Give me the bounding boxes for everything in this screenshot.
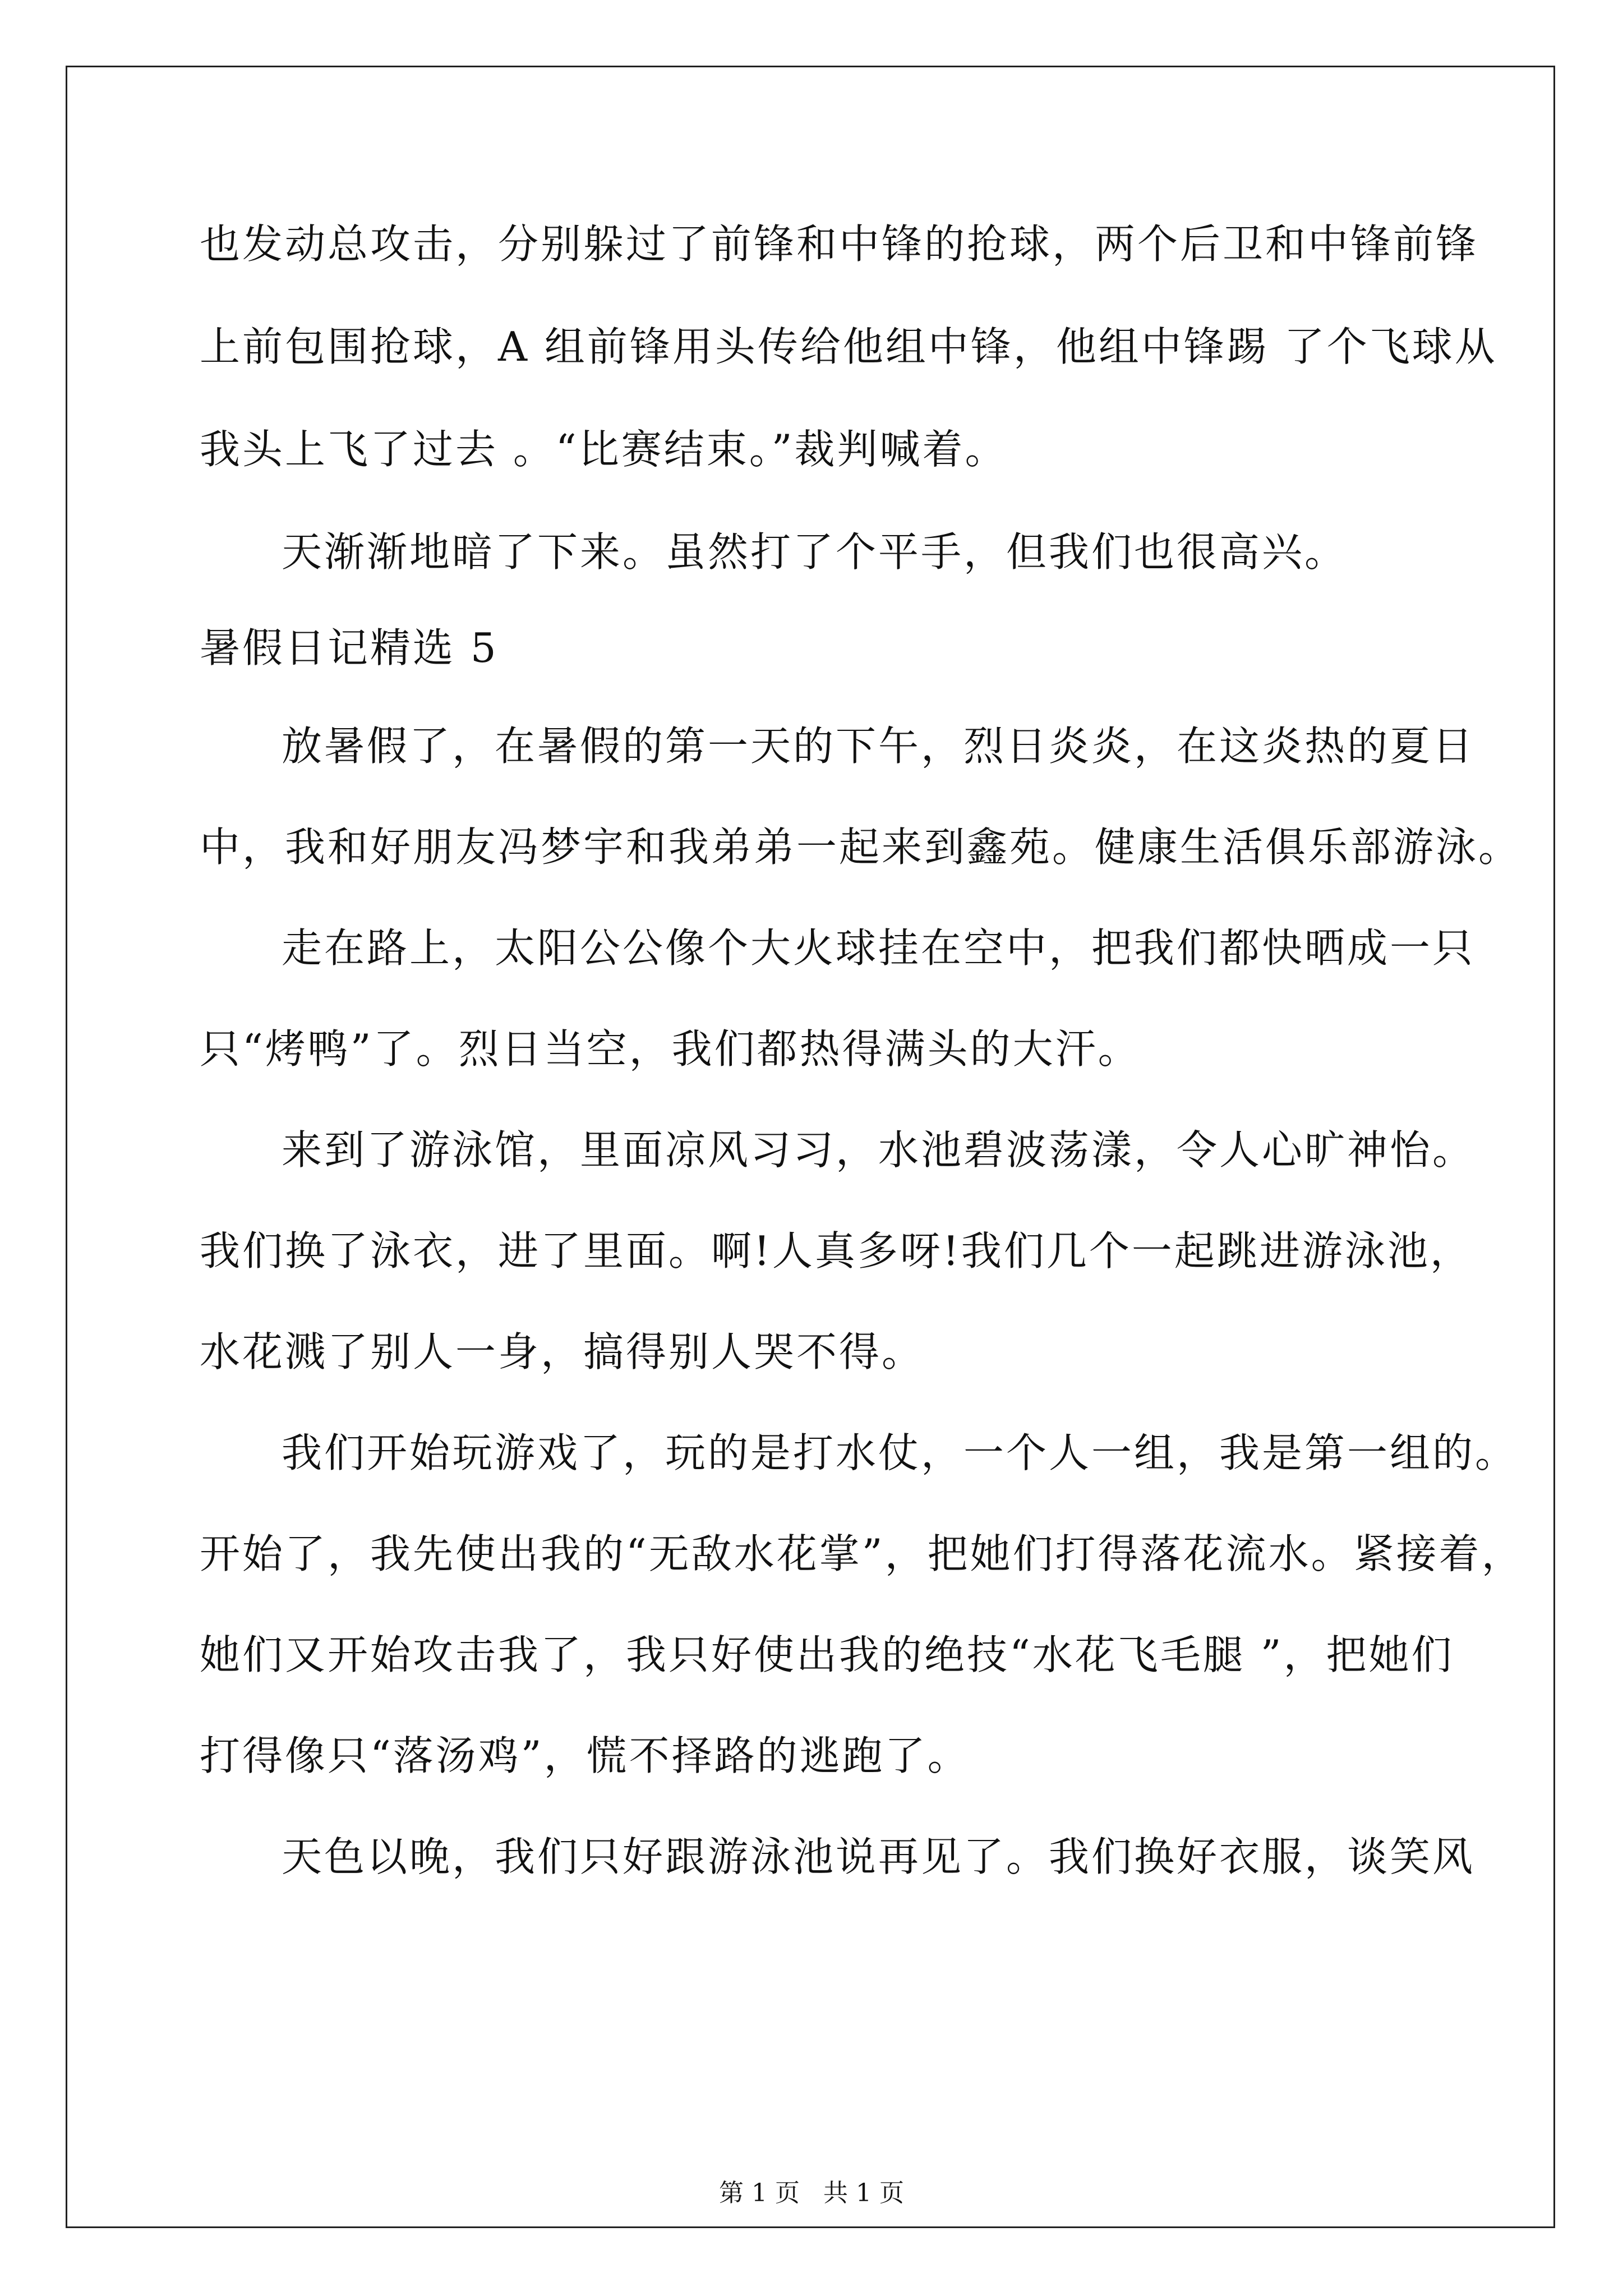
text-line: 上前包围抢球，A 组前锋用头传给他组中锋，他组中锋踢 了个飞球从 — [200, 323, 1497, 370]
text-line: 水花溅了别人一身，搞得别人哭不得。 — [200, 1328, 925, 1375]
text-line: 我们开始玩游戏了，玩的是打水仗，一个人一组，我是第一组的。 — [282, 1429, 1518, 1476]
text-line: 天渐渐地暗了下来。虽然打了个平手，但我们也很高兴。 — [282, 528, 1348, 576]
text-line: 中，我和好朋友冯梦宇和我弟弟一起来到鑫苑。健康生活俱乐部游泳。 — [200, 823, 1521, 871]
text-line: 放暑假了，在暑假的第一天的下午，烈日炎炎，在这炎热的夏日 — [282, 723, 1476, 770]
text-line: 也发动总攻击，分别躲过了前锋和中锋的抢球，两个后卫和中锋前锋 — [200, 220, 1479, 268]
text-line: 来到了游泳馆，里面凉风习习，水池碧波荡漾，令人心旷神怡。 — [282, 1126, 1476, 1174]
text-line: 走在路上，太阳公公像个大火球挂在空中，把我们都快晒成一只 — [282, 924, 1476, 972]
text-line: 天色以晚，我们只好跟游泳池说再见了。我们换好衣服，谈笑风 — [282, 1833, 1476, 1880]
text-line: 我们换了泳衣，进了里面。啊!人真多呀!我们几个一起跳进游泳池， — [200, 1227, 1473, 1274]
section-title: 暑假日记精选 5 — [200, 624, 499, 671]
page-footer: 第 1 页 共 1 页 — [719, 2179, 904, 2207]
text-line: 我头上飞了过去 。“比赛结束。”裁判喊着。 — [200, 426, 1008, 473]
text-line: 只“烤鸭”了。烈日当空，我们都热得满头的大汗。 — [200, 1025, 1141, 1073]
text-line: 她们又开始攻击我了，我只好使出我的绝技“水花飞毛腿 ”，把她们 — [200, 1631, 1454, 1678]
text-line: 开始了，我先使出我的“无敌水花掌”，把她们打得落花流水。紧接着， — [200, 1530, 1524, 1577]
text-line: 打得像只“落汤鸡”，慌不择路的逃跑了。 — [200, 1732, 970, 1779]
